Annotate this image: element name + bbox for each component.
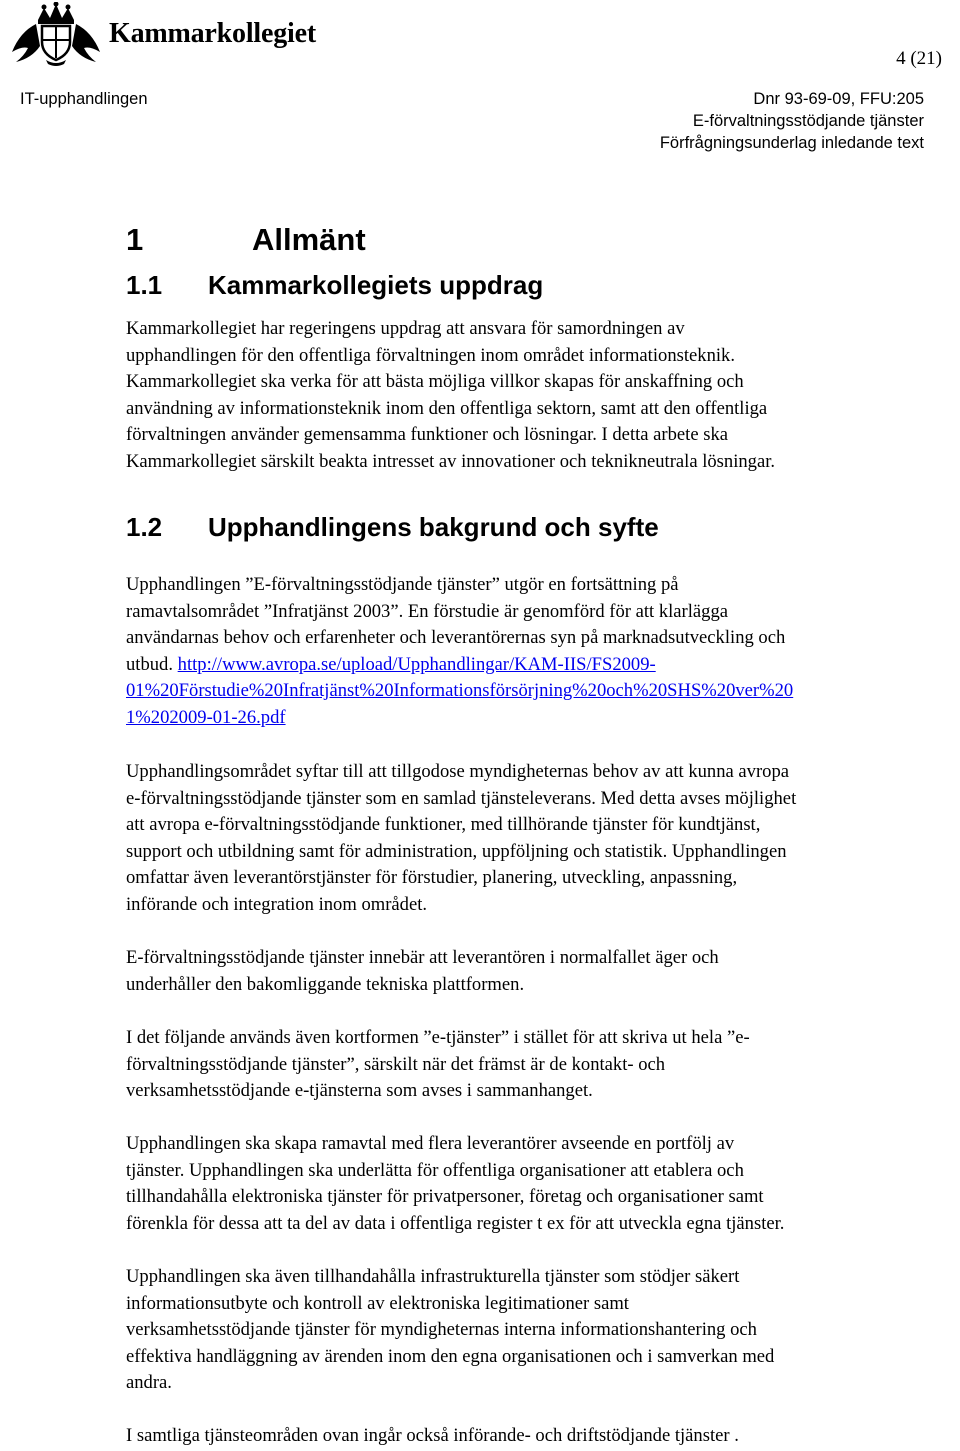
paragraph	[126, 316, 960, 475]
study-report-link-end[interactable]: 1%202009-01-26.pdf	[126, 706, 286, 728]
text-line: Upphandlingsområdet syftar till att tillgodose myndigheternas behov av att kunna avropa	[126, 761, 790, 782]
text-line: verksamhetsstödjande tjänster för myndigheternas interna informationshantering och	[126, 1319, 757, 1340]
section-number: 1.2	[126, 512, 163, 542]
paragraph	[126, 572, 960, 731]
text-line: införande och integration inom området.	[126, 893, 428, 915]
paragraph	[126, 1131, 960, 1237]
text-line: att avropa e-förvaltningsstödjande funktioner, med tillhörande tjänster för kundtjänst,	[126, 814, 761, 835]
paragraph	[126, 1423, 960, 1450]
page-number: 4 (21)	[896, 48, 942, 69]
header-document-type: Förfrågningsunderlag inledande text	[659, 134, 924, 152]
text-line: användarnas behov och erfarenheter och leverantörernas syn på marknadsutveckling och	[126, 627, 786, 648]
paragraph	[126, 1025, 960, 1105]
text-line: Upphandlingen ”E-förvaltningsstödjande tjänster” utgör en fortsättning på	[126, 574, 679, 595]
header-document-subject: E-förvaltningsstödjande tjänster	[692, 112, 924, 130]
text-line: Kammarkollegiet har regeringens uppdrag att ansvara för samordningen av	[126, 318, 685, 339]
section-title: Upphandlingens bakgrund och syfte	[208, 512, 659, 542]
logo-wordmark: Kammarkollegiet	[109, 18, 316, 49]
section-title: Kammarkollegiets uppdrag	[208, 270, 544, 300]
text-line: e-förvaltningsstödjande tjänster som en samlad tjänsteleverans. Med detta avses möjlighet	[126, 787, 797, 809]
text-fragment: utbud.	[126, 653, 178, 675]
section-number: 1.1	[126, 270, 163, 300]
text-line: Kammarkollegiet ska verka för att bästa möjliga villkor skapas för anskaffning och	[126, 371, 744, 392]
text-line: I samtliga tjänsteområden ovan ingår också införande- och driftstödjande tjänster .	[126, 1425, 739, 1446]
text-line: förenkla för dessa att ta del av data i offentliga register t ex för att utveckla egna tjänster.	[126, 1212, 785, 1234]
header-project-name: IT-upphandlingen	[20, 90, 148, 108]
kammarkollegiet-logo	[6, 2, 326, 68]
crown-coat-of-arms-icon	[6, 2, 106, 68]
section-heading-1-2	[126, 512, 659, 543]
section-heading-1-1	[126, 270, 543, 301]
text-line: användning av informationsteknik inom den offentliga sektorn, samt att den offentliga	[126, 397, 768, 419]
paragraph	[126, 945, 960, 998]
study-report-link[interactable]: http://www.avropa.se/upload/Upphandlingar/KAM-IIS/FS2009-	[177, 653, 656, 675]
text-line: informationsutbyte och kontroll av elektroniska legitimationer samt	[126, 1292, 629, 1314]
text-line	[126, 652, 960, 679]
text-line: tjänster. Upphandlingen ska underlätta för offentliga organisationer att etablera och	[126, 1159, 744, 1181]
text-line: verksamhetsstödjande e-tjänsterna som avses i sammanhanget.	[126, 1080, 593, 1101]
text-line: I det följande används även kortformen ”e-tjänster” i stället för att skriva ut hela ”e-	[126, 1027, 750, 1048]
text-line: Kammarkollegiet särskilt beakta intresset av innovationer och teknikneutrala lösningar.	[126, 450, 776, 472]
paragraph	[126, 1264, 960, 1397]
study-report-link-continued[interactable]: 01%20Förstudie%20Infratjänst%20Informationsförsörjning%20och%20SHS%20ver%20	[126, 680, 794, 701]
text-line: förvaltningsstödjande tjänster”, särskilt när det främst är de kontakt- och	[126, 1053, 666, 1075]
text-line: förvaltningen använder gemensamma funktioner och lösningar. I detta arbete ska	[126, 424, 729, 445]
text-line: tillhandahålla elektroniska tjänster för privatpersoner, företag och organisationer samt	[126, 1186, 764, 1207]
text-line: ramavtalsområdet ”Infratjänst 2003”. En förstudie är genomförd för att klarlägga	[126, 600, 728, 622]
text-line: omfattar även leverantörstjänster för förstudier, planering, utveckling, anpassning,	[126, 867, 738, 888]
text-line: andra.	[126, 1372, 172, 1393]
text-line: Upphandlingen ska skapa ramavtal med flera leverantörer avseende en portfölj av	[126, 1133, 735, 1154]
header-reference-number: Dnr 93-69-09, FFU:205	[753, 90, 924, 108]
section-number: 1	[126, 222, 144, 257]
text-line: underhåller den bakomliggande tekniska plattformen.	[126, 973, 525, 995]
text-line: effektiva handläggning av ärenden inom den egna organisationen och i samverkan med	[126, 1345, 775, 1367]
text-line: Upphandlingen ska även tillhandahålla infrastrukturella tjänster som stödjer säkert	[126, 1266, 740, 1287]
paragraph	[126, 759, 960, 918]
section-title: Allmänt	[252, 222, 366, 257]
text-line: upphandlingen för den offentliga förvaltningen inom området informationsteknik.	[126, 344, 735, 366]
section-heading-1	[126, 222, 366, 258]
text-line: E-förvaltningsstödjande tjänster innebär att leverantören i normalfallet äger och	[126, 947, 719, 968]
text-line: support och utbildning samt för administration, uppföljning och statistik. Upphandlingen	[126, 840, 787, 862]
